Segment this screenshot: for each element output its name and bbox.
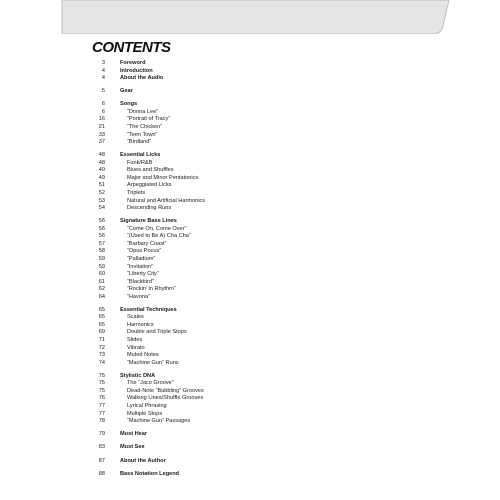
toc-subentry bbox=[80, 248, 380, 256]
toc-page-number: 76 bbox=[98, 395, 105, 402]
toc-entry-label: “Machine Gun” Passages bbox=[127, 418, 191, 425]
toc-entry-label: Introduction bbox=[120, 67, 153, 74]
toc-page-number: 49 bbox=[98, 174, 105, 181]
toc-entry-label: About the Audio bbox=[120, 75, 164, 82]
header-band-fill bbox=[62, 0, 449, 34]
toc-page-number: 83 bbox=[98, 444, 105, 451]
toc-page-number: 65 bbox=[98, 321, 105, 328]
toc-entry-label: Blues and Shuffles bbox=[127, 167, 174, 174]
toc-entry-label: Arpeggiated Licks bbox=[127, 182, 172, 189]
toc-subentry bbox=[80, 256, 380, 264]
toc-page-number: 37 bbox=[98, 139, 105, 146]
toc-page-number: 51 bbox=[98, 182, 105, 189]
toc-entry-label: Scales bbox=[127, 314, 144, 321]
toc-subentry bbox=[80, 241, 380, 249]
page-title: CONTENTS bbox=[92, 39, 171, 56]
toc-section-entry bbox=[80, 68, 380, 76]
toc-page-number: 64 bbox=[98, 293, 105, 300]
toc-section-entry bbox=[80, 373, 380, 381]
toc-page-number: 69 bbox=[98, 329, 105, 336]
toc-subentry bbox=[80, 322, 380, 330]
toc-entry-label: “The Chicken” bbox=[127, 124, 163, 131]
toc-page-number: 4 bbox=[101, 67, 105, 74]
toc-page-number: 6 bbox=[101, 108, 105, 115]
toc-page-number: 58 bbox=[98, 248, 105, 255]
toc-page-number: 59 bbox=[98, 255, 105, 262]
toc-entry-label: Multiple Stops bbox=[127, 410, 163, 417]
toc-page-number: 79 bbox=[98, 431, 105, 438]
toc-page-number: 78 bbox=[98, 418, 105, 425]
toc-section-entry bbox=[80, 101, 380, 109]
toc-page-number: 49 bbox=[98, 167, 105, 174]
toc-subentry bbox=[80, 294, 380, 302]
toc-subentry bbox=[80, 395, 380, 403]
toc-page-number: 16 bbox=[98, 116, 105, 123]
toc-subentry bbox=[80, 337, 380, 345]
toc-entry-label: Natural and Artificial Harmonics bbox=[127, 197, 206, 204]
toc-page-number: 62 bbox=[98, 286, 105, 293]
toc-entry-label: Double and Triple Stops bbox=[127, 329, 187, 336]
toc-entry-label: Slides bbox=[127, 337, 143, 344]
toc-entry-label: Songs bbox=[120, 101, 138, 108]
toc-page-number: 77 bbox=[98, 402, 105, 409]
toc-subentry bbox=[80, 167, 380, 175]
toc-subentry bbox=[80, 360, 380, 368]
toc-entry-label: Must See bbox=[120, 444, 145, 451]
toc-page-number: 6 bbox=[101, 101, 105, 108]
toc-section-entry bbox=[80, 218, 380, 226]
toc-entry-label: Essential Techniques bbox=[120, 306, 177, 313]
toc-subentry bbox=[80, 329, 380, 337]
toc-entry-label: Muted Notes bbox=[127, 352, 159, 359]
toc-section-entry bbox=[80, 152, 380, 160]
toc-entry-label: Descending Runs bbox=[127, 205, 172, 212]
toc-subentry bbox=[80, 198, 380, 206]
toc-subentry bbox=[80, 352, 380, 360]
toc-page-number: 54 bbox=[98, 205, 105, 212]
toc-entry-label: Must Hear bbox=[120, 431, 148, 438]
toc-entry-label: “Invitation” bbox=[127, 263, 154, 270]
toc-subentry bbox=[80, 314, 380, 322]
toc-page-number: 4 bbox=[101, 75, 105, 82]
toc-entry-label: “(Used to Be A) Cha Cha” bbox=[127, 233, 191, 240]
toc-page-number: 56 bbox=[98, 233, 105, 240]
toc-page-number: 74 bbox=[98, 359, 105, 366]
toc-page-number: 56 bbox=[98, 218, 105, 225]
toc-page-number: 65 bbox=[98, 306, 105, 313]
toc-subentry bbox=[80, 418, 380, 426]
toc-page-number: 21 bbox=[98, 124, 105, 131]
toc-subentry bbox=[80, 132, 380, 140]
toc-subentry bbox=[80, 190, 380, 198]
toc-page-number: 75 bbox=[98, 380, 105, 387]
toc-entry-label: Funk/R&B bbox=[127, 159, 153, 166]
toc-subentry bbox=[80, 116, 380, 124]
toc-section-entry bbox=[80, 88, 380, 96]
toc-entry-label: “Machine Gun” Runs bbox=[127, 359, 179, 366]
toc-subentry bbox=[80, 286, 380, 294]
toc-subentry bbox=[80, 109, 380, 117]
toc-entry-label: Gear bbox=[120, 88, 133, 95]
toc-page-number: 57 bbox=[98, 240, 105, 247]
toc-entry-label: Walking Lines/Shuffle Grooves bbox=[127, 395, 204, 402]
toc-subentry bbox=[80, 388, 380, 396]
toc-entry-label: “Liberty City” bbox=[127, 271, 159, 278]
toc-entry-label: “Barbary Coast” bbox=[127, 240, 167, 247]
toc-page-number: 3 bbox=[101, 60, 105, 66]
toc-page-number: 75 bbox=[98, 372, 105, 379]
toc-entry-label: About the Author bbox=[120, 457, 166, 464]
header-band-shape bbox=[0, 0, 500, 34]
toc-entry-label: “Palladium” bbox=[127, 255, 156, 262]
table-of-contents bbox=[80, 60, 380, 478]
toc-entry-label: “Havona” bbox=[127, 293, 151, 300]
toc-entry-label: Essential Licks bbox=[120, 152, 161, 159]
toc-subentry bbox=[80, 279, 380, 287]
toc-entry-label: Vibrato bbox=[127, 344, 145, 351]
toc-entry-label: Lyrical Phrasing bbox=[127, 402, 167, 409]
toc-section-entry bbox=[80, 444, 380, 452]
toc-subentry bbox=[80, 139, 380, 147]
toc-entry-label: “Birdland” bbox=[127, 139, 152, 146]
toc-subentry bbox=[80, 271, 380, 279]
toc-section-entry bbox=[80, 458, 380, 466]
toc-entry-label: Foreword bbox=[120, 60, 146, 66]
toc-subentry bbox=[80, 264, 380, 272]
toc-section-entry bbox=[80, 75, 380, 83]
toc-page-number: 73 bbox=[98, 352, 105, 359]
toc-page-number: 87 bbox=[98, 457, 105, 464]
toc-subentry bbox=[80, 411, 380, 419]
toc-page-number: 60 bbox=[98, 271, 105, 278]
toc-entry-label: Signature Bass Lines bbox=[120, 218, 177, 225]
toc-page-number: 33 bbox=[98, 131, 105, 138]
toc-page-number: 72 bbox=[98, 344, 105, 351]
toc-entry-label: “Donna Lee” bbox=[127, 108, 159, 115]
toc-page-number: 65 bbox=[98, 314, 105, 321]
toc-page-number: 59 bbox=[98, 263, 105, 270]
toc-subentry bbox=[80, 124, 380, 132]
toc-page-number: 53 bbox=[98, 197, 105, 204]
toc-page-number: 48 bbox=[98, 159, 105, 166]
toc-subentry bbox=[80, 226, 380, 234]
toc-section-entry bbox=[80, 307, 380, 315]
toc-page-number: 56 bbox=[98, 225, 105, 232]
toc-subentry bbox=[80, 182, 380, 190]
toc-page-number: 61 bbox=[98, 278, 105, 285]
toc-entry-label: Triplets bbox=[127, 189, 146, 196]
toc-page-number: 48 bbox=[98, 152, 105, 159]
toc-entry-label: The “Jaco Groove” bbox=[127, 380, 174, 387]
toc-entry-label: Dead-Note “Bubbling” Grooves bbox=[127, 387, 204, 394]
toc-page-number: 5 bbox=[101, 88, 105, 95]
toc-subentry bbox=[80, 233, 380, 241]
toc-entry-label: “Blackbird” bbox=[127, 278, 154, 285]
toc-entry-label: Stylistic DNA bbox=[120, 372, 156, 379]
toc-entry-label: Harmonics bbox=[127, 321, 154, 328]
toc-entry-label: Major and Minor Pentatonics bbox=[127, 174, 199, 181]
toc-page-number: 71 bbox=[98, 337, 105, 344]
toc-section-entry bbox=[80, 431, 380, 439]
toc-entry-label: “Teen Town” bbox=[127, 131, 158, 138]
toc-subentry bbox=[80, 403, 380, 411]
toc-subentry bbox=[80, 380, 380, 388]
toc-section-entry bbox=[80, 471, 380, 479]
toc-page-number: 77 bbox=[98, 410, 105, 417]
toc-page-number: 52 bbox=[98, 189, 105, 196]
toc-subentry bbox=[80, 345, 380, 353]
toc-entry-label: “Come On, Come Over” bbox=[127, 225, 187, 232]
toc-subentry bbox=[80, 160, 380, 168]
toc-entry-label: Bass Notation Legend bbox=[120, 470, 180, 477]
toc-section-entry bbox=[80, 60, 380, 68]
toc-subentry bbox=[80, 205, 380, 213]
toc-entry-label: “Rockin’ in Rhythm” bbox=[127, 286, 176, 293]
toc-page-number: 75 bbox=[98, 387, 105, 394]
header-band bbox=[0, 0, 500, 34]
toc-page-number: 88 bbox=[98, 470, 105, 477]
toc-entry-label: “Opus Pocus” bbox=[127, 248, 162, 255]
toc-subentry bbox=[80, 175, 380, 183]
toc-entry-label: “Portrait of Tracy” bbox=[127, 116, 171, 123]
